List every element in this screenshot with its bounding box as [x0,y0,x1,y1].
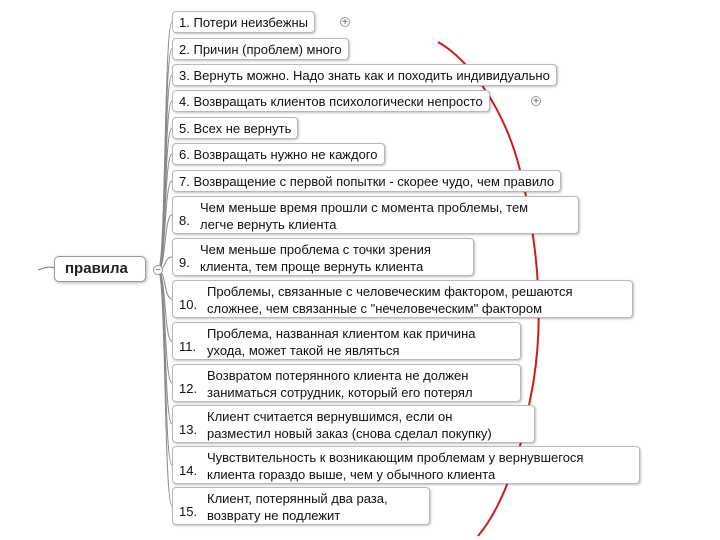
root-collapse-toggle[interactable]: − [153,265,163,275]
node-4-expand-toggle[interactable]: + [531,96,541,106]
root-lead-line [38,267,54,270]
rule-node-2[interactable]: 2. Причин (проблем) много [172,38,349,60]
branch-lines [158,22,172,506]
rule-node-4[interactable]: 4. Возвращать клиентов психологически непросто [172,90,490,112]
rule-node-5[interactable]: 5. Всех не вернуть [172,117,298,139]
rule-node-6[interactable]: 6. Возвращать нужно не каждого [172,143,385,165]
rule-node-8[interactable]: 8. Чем меньше время прошли с момента проблемы, тем легче вернуть клиента [172,196,579,234]
rule-node-12[interactable]: 12. Возвратом потерянного клиента не должен заниматься сотрудник, который его потерял [172,364,521,402]
rule-node-10[interactable]: 10. Проблемы, связанные с человеческим фактором, решаются сложнее, чем связанные с "нечеловеческим" фактором [172,280,633,318]
rule-node-1[interactable]: 1. Потери неизбежны [172,11,315,33]
root-label: правила [65,260,128,277]
rule-node-7[interactable]: 7. Возвращение с первой попытки - скорее чудо, чем правило [172,170,561,192]
node-1-expand-toggle[interactable]: + [340,17,350,27]
rule-node-3[interactable]: 3. Вернуть можно. Надо знать как и походить индивидуально [172,64,557,86]
rule-node-13[interactable]: 13. Клиент считается вернувшимся, если он разместил новый заказ (снова сделал покупку) [172,405,535,443]
root-node[interactable] [54,256,146,282]
rule-node-14[interactable]: 14. Чувствительность к возникающим проблемам у вернувшегося клиента гораздо выше, чем у обычного клиента [172,446,640,484]
rule-node-9[interactable]: 9. Чем меньше проблема с точки зрения клиента, тем проще вернуть клиента [172,238,474,276]
branch-line-14 [158,270,172,465]
rule-node-15[interactable]: 15. Клиент, потерянный два раза, возврату не подлежит [172,487,430,525]
rule-node-11[interactable]: 11. Проблема, названная клиентом как причина ухода, может такой не являться [172,322,521,360]
